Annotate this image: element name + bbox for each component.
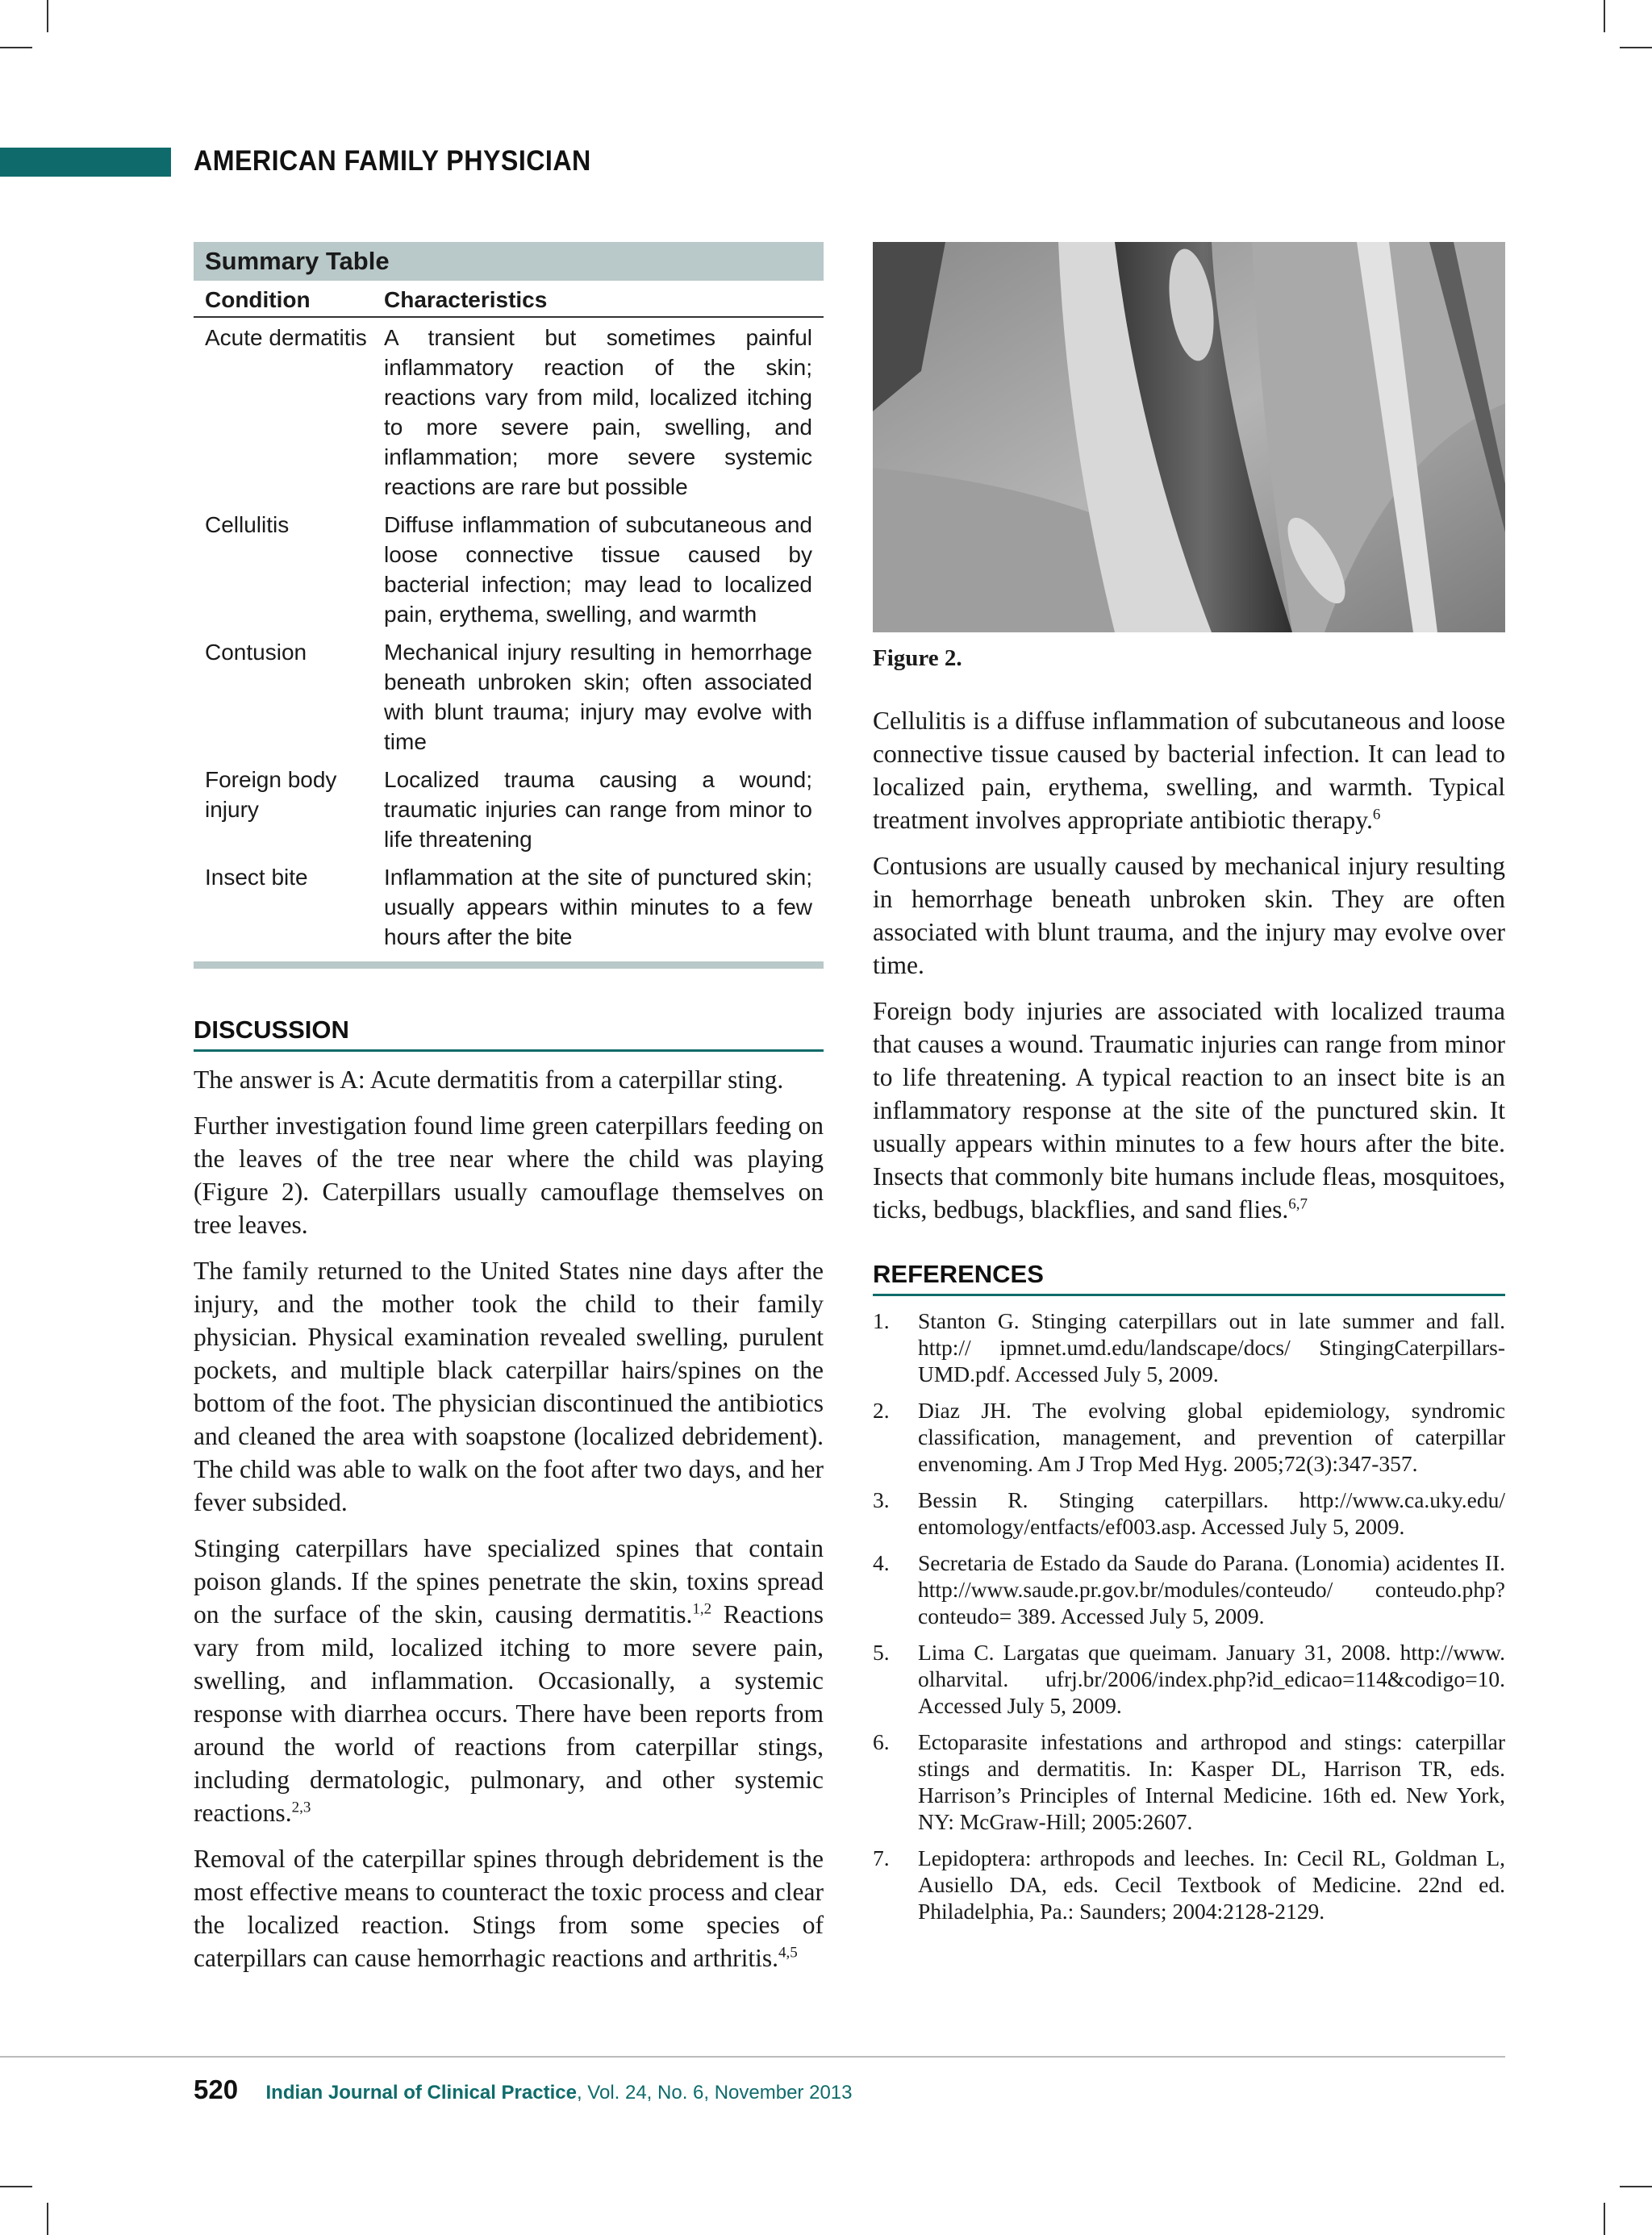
body-paragraph: Contusions are usually caused by mechanical injury resulting in hemorrhage beneath unbroken skin. They are often associated with blunt trauma, and the injury may evolve over time. xyxy=(873,852,1505,979)
header-accent-bar xyxy=(0,148,171,177)
reference-text: Ectoparasite infestations and arthropod and stings: caterpillar stings and dermatitis. In: Kasper DL, Harrison TR, eds. Harrison’s Principles of Internal Medicine. 16th ed. New York, NY: McGraw-Hill; 2005:2607. xyxy=(918,1729,1505,1834)
reference-text: Lima C. Largatas que queimam. January 31, 2008. http://www. olharvital. ufrj.br/2006/index.php?id_edicao=114&codigo=10. Accessed July 5, 2009. xyxy=(918,1640,1505,1718)
crop-mark xyxy=(0,2186,32,2187)
table-row xyxy=(194,857,824,955)
journal-title: AMERICAN FAMILY PHYSICIAN xyxy=(194,145,591,177)
reference-item xyxy=(873,1639,1505,1719)
condition-cell: Contusion xyxy=(205,640,307,665)
summary-table xyxy=(194,242,824,969)
reference-number: 4. xyxy=(873,1550,890,1575)
page-number: 520 xyxy=(194,2074,239,2104)
crop-mark xyxy=(1620,47,1652,48)
discussion-heading: DISCUSSION xyxy=(194,1015,824,1052)
discussion-paragraph: Removal of the caterpillar spines through debridement is the most effective means to counteract the toxic process and clear the localized reaction. Stings from some species of caterpillars can cause hemorrhagic reactions and arthritis.$^{4,5}$ xyxy=(194,1845,824,1972)
reference-text: Bessin R. Stinging caterpillars. http://www.ca.uky.edu/ entomology/entfacts/ef003.asp. Accessed July 5, 2009. xyxy=(918,1487,1505,1539)
reference-item xyxy=(873,1549,1505,1629)
reference-item xyxy=(873,1487,1505,1540)
crop-mark xyxy=(0,47,32,48)
right-column xyxy=(873,242,1505,1934)
reference-item xyxy=(873,1845,1505,1924)
body-paragraph: Foreign body injuries are associated with localized trauma that causes a wound. Traumatic injuries can range from minor to life threatening. A typical reaction to an insect bite is an inflammatory response at the site of the punctured skin. It usually appears within minutes to a few hours after the bite. Insects that commonly bite humans include fleas, mosquitoes, ticks, bedbugs, blackflies, and sand flies.$^{6,7}$ xyxy=(873,997,1505,1224)
footer-rule xyxy=(0,2056,1505,2058)
crop-mark xyxy=(1620,2186,1652,2187)
table-row xyxy=(194,505,824,632)
reference-item xyxy=(873,1728,1505,1835)
table-row xyxy=(194,318,824,505)
discussion-paragraph: Stinging caterpillars have specialized spines that contain poison glands. If the spines penetrate the skin, toxins spread on the surface of the skin, causing dermatitis.$^{1,2}$ Reactions vary from mild, localized itching to more severe pain, swelling, and inflammation. Occasionally, a systemic response with diarrhea occurs. There have been reports from around the world of reactions from caterpillar stings, including dermatologic, pulmonary, and other systemic reactions.$^{2,3}$ xyxy=(194,1534,824,1827)
reference-number: 5. xyxy=(873,1640,890,1665)
crop-mark xyxy=(1604,0,1605,32)
table-row xyxy=(194,632,824,760)
footer-journal: Indian Journal of Clinical Practice xyxy=(265,2082,577,2104)
citation: 6,7 xyxy=(1288,1195,1308,1213)
crop-mark xyxy=(47,0,48,32)
reference-number: 2. xyxy=(873,1398,890,1423)
reference-text: Secretaria de Estado da Saude do Parana. (Lonomia) acidentes II. http://www.saude.pr.gov.br/modules/conteudo/ conteudo.php?conteudo= 389. Accessed July 5, 2009. xyxy=(918,1550,1505,1628)
reference-number: 1. xyxy=(873,1308,890,1333)
summary-table-title: Summary Table xyxy=(194,242,824,281)
left-column xyxy=(194,242,824,1987)
reference-number: 6. xyxy=(873,1729,890,1754)
reference-text: Lepidoptera: arthropods and leeches. In: Cecil RL, Goldman L, Ausiello DA, eds. Cecil Textbook of Medicine. 22nd ed. Philadelphia, Pa.: Saunders; 2004:2128-2129. xyxy=(918,1845,1505,1924)
summary-table-body xyxy=(194,318,824,955)
reference-number: 7. xyxy=(873,1845,890,1870)
header-condition: Condition xyxy=(205,287,311,312)
crop-mark xyxy=(1604,2203,1605,2235)
table-row xyxy=(194,760,824,857)
reference-text: Stanton G. Stinging caterpillars out in late summer and fall. http:// ipmnet.umd.edu/landscape/docs/ StingingCaterpillars-UMD.pdf. Accessed July 5, 2009. xyxy=(918,1308,1505,1386)
discussion-paragraph: The family returned to the United States nine days after the injury, and the mother took the child to their family physician. Physical examination revealed swelling, purulent pockets, and multiple black caterpillar hairs/spines on the bottom of the foot. The physician discontinued the antibiotics and cleaned the area with soapstone (localized debridement). The child was able to walk on the foot after two days, and her fever subsided. xyxy=(194,1257,824,1516)
figure-caption: Figure 2. xyxy=(873,645,962,671)
summary-table-bottom-rule xyxy=(194,961,824,969)
characteristics-cell: Mechanical injury resulting in hemorrhage beneath unbroken skin; often associated with blunt trauma; injury may evolve with time xyxy=(384,640,812,754)
citation: 4,5 xyxy=(778,1944,798,1962)
characteristics-cell: Localized trauma causing a wound; traumatic injuries can range from minor to life threatening xyxy=(384,767,812,852)
crop-mark xyxy=(47,2203,48,2235)
condition-cell: Foreign body injury xyxy=(205,767,337,822)
page-footer xyxy=(194,2074,852,2105)
summary-table-header xyxy=(194,281,824,318)
characteristics-cell: A transient but sometimes painful inflammatory reaction of the skin; reactions vary from mild, localized itching to more severe pain, swelling, and inflammation; more severe systemic reactions are rare but possible xyxy=(384,325,812,499)
reference-number: 3. xyxy=(873,1487,890,1512)
discussion-paragraph: Further investigation found lime green caterpillars feeding on the leaves of the tree near where the child was playing (Figure 2). Caterpillars usually camouflage themselves on tree leaves. xyxy=(194,1111,824,1239)
header-characteristics: Characteristics xyxy=(384,287,548,312)
condition-cell: Insect bite xyxy=(205,865,308,890)
citation: 2,3 xyxy=(291,1799,311,1816)
citation: 6 xyxy=(1372,806,1381,824)
characteristics-cell: Diffuse inflammation of subcutaneous and loose connective tissue caused by bacterial infection; may lead to localized pain, erythema, swelling, and warmth xyxy=(384,512,812,627)
reference-text: Diaz JH. The evolving global epidemiology, syndromic classification, management, and prevention of caterpillar envenoming. Am J Trop Med Hyg. 2005;72(3):347-357. xyxy=(918,1398,1505,1476)
condition-cell: Acute dermatitis xyxy=(205,325,367,350)
reference-item xyxy=(873,1307,1505,1387)
reference-item xyxy=(873,1397,1505,1477)
condition-cell: Cellulitis xyxy=(205,512,290,537)
reference-list xyxy=(873,1307,1505,1924)
citation: 1,2 xyxy=(692,1600,712,1618)
discussion-paragraph: The answer is A: Acute dermatitis from a caterpillar sting. xyxy=(194,1065,784,1094)
body-paragraph: Cellulitis is a diffuse inflammation of subcutaneous and loose connective tissue caused by bacterial infection. It can lead to localized pain, erythema, swelling, and warmth. Typical treatment involves appropriate antibiotic therapy.$^6$ xyxy=(873,707,1505,834)
caterpillar-photo xyxy=(873,242,1505,632)
footer-issue: , Vol. 24, No. 6, November 2013 xyxy=(576,2082,853,2104)
references-heading: REFERENCES xyxy=(873,1260,1505,1296)
characteristics-cell: Inflammation at the site of punctured skin; usually appears within minutes to a few hours after the bite xyxy=(384,865,812,949)
